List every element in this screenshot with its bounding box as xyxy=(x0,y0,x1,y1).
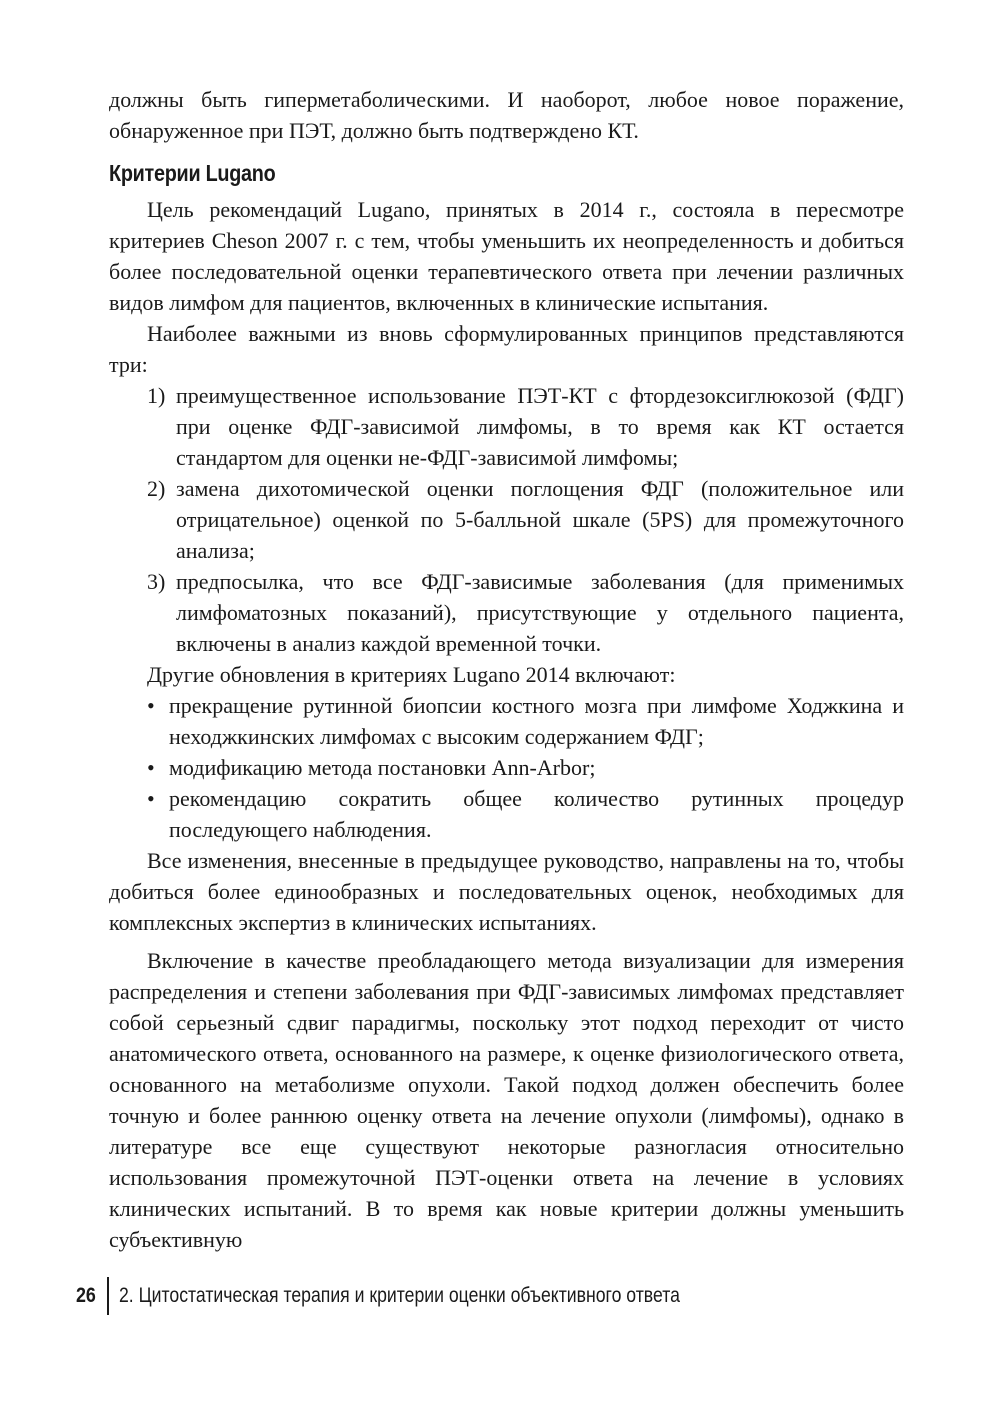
list-item xyxy=(109,752,904,783)
list-marker: 3) xyxy=(147,569,166,594)
page-content xyxy=(109,84,904,1255)
list-item xyxy=(109,690,904,752)
list-item-text: предпосылка, что все ФДГ-зависимые заболевания (для применимых лимфоматозных показаний), присутствующие у отдельного пациента, включены в анализ каждой временной точки. xyxy=(176,569,904,656)
list-item-text: модификацию метода постановки Ann-Arbor; xyxy=(169,755,596,780)
footer-divider xyxy=(107,1277,109,1315)
paragraph: Другие обновления в критериях Lugano 2014 включают: xyxy=(147,662,676,687)
updates-list xyxy=(109,690,904,845)
paragraph: Все изменения, внесенные в предыдущее руководство, направлены на то, чтобы добиться более единообразных и последовательных оценок, необходимых для комплексных экспертиз в клинических испытаниях. xyxy=(109,848,904,935)
list-item-text: замена дихотомической оценки поглощения ФДГ (положительное или отрицательное) оценкой по 5-балльной шкале (5PS) для промежуточного анализа; xyxy=(176,476,904,563)
bullet-marker: • xyxy=(147,786,155,811)
intro-paragraph: должны быть гиперметаболическими. И наоборот, любое новое поражение, обнаруженное при ПЭТ, должно быть подтверждено КТ. xyxy=(109,87,904,143)
chapter-title: 2. Цитостатическая терапия и критерии оценки объективного ответа xyxy=(119,1284,680,1307)
list-item xyxy=(109,566,904,659)
list-marker: 1) xyxy=(147,383,166,408)
paragraph: Включение в качестве преобладающего метода визуализации для измерения распределения и степени заболевания при ФДГ-зависимых лимфомах представляет собой серьезный сдвиг парадигмы, поскольку этот подход переходит от чисто анатомического ответа, основанного на размере, к оценке физиологического ответа, основанного на метаболизме опухоли. Такой подход должен обеспечить более точную и более раннюю оценку ответа на лечение опухоли (лимфомы), однако в литературе все еще существуют некоторые разногласия относительно использования промежуточной ПЭТ-оценки ответа на лечение в условиях клинических испытаний. В то время как новые критерии должны уменьшить субъективную xyxy=(109,948,904,1252)
section-heading: Критерии Lugano xyxy=(109,160,276,186)
list-item-text: прекращение рутинной биопсии костного мозга при лимфоме Ходжкина и неходжкинских лимфомах с высоким содержанием ФДГ; xyxy=(169,693,904,749)
list-item xyxy=(109,380,904,473)
list-item xyxy=(109,783,904,845)
principles-list xyxy=(109,380,904,659)
page-number: 26 xyxy=(76,1284,96,1307)
list-item-text: преимущественное использование ПЭТ-КТ с фтордезоксиглюкозой (ФДГ) при оценке ФДГ-зависимой лимфомы, в то время как КТ остается стандартом для оценки не-ФДГ-зависимой лимфомы; xyxy=(176,383,904,470)
paragraph: Цель рекомендаций Lugano, принятых в 2014 г., состояла в пересмотре критериев Cheson 2007 г. с тем, чтобы уменьшить их неопределенность и добиться более последовательной оценки терапевтического ответа при лечении различных видов лимфом для пациентов, включенных в клинические испытания. xyxy=(109,197,904,315)
bullet-marker: • xyxy=(147,755,155,780)
paragraph: Наиболее важными из вновь сформулированных принципов представляются три: xyxy=(109,321,904,377)
list-marker: 2) xyxy=(147,476,166,501)
list-item-text: рекомендацию сократить общее количество рутинных процедур последующего наблюдения. xyxy=(169,786,904,842)
bullet-marker: • xyxy=(147,693,155,718)
page-footer xyxy=(76,1277,896,1315)
list-item xyxy=(109,473,904,566)
